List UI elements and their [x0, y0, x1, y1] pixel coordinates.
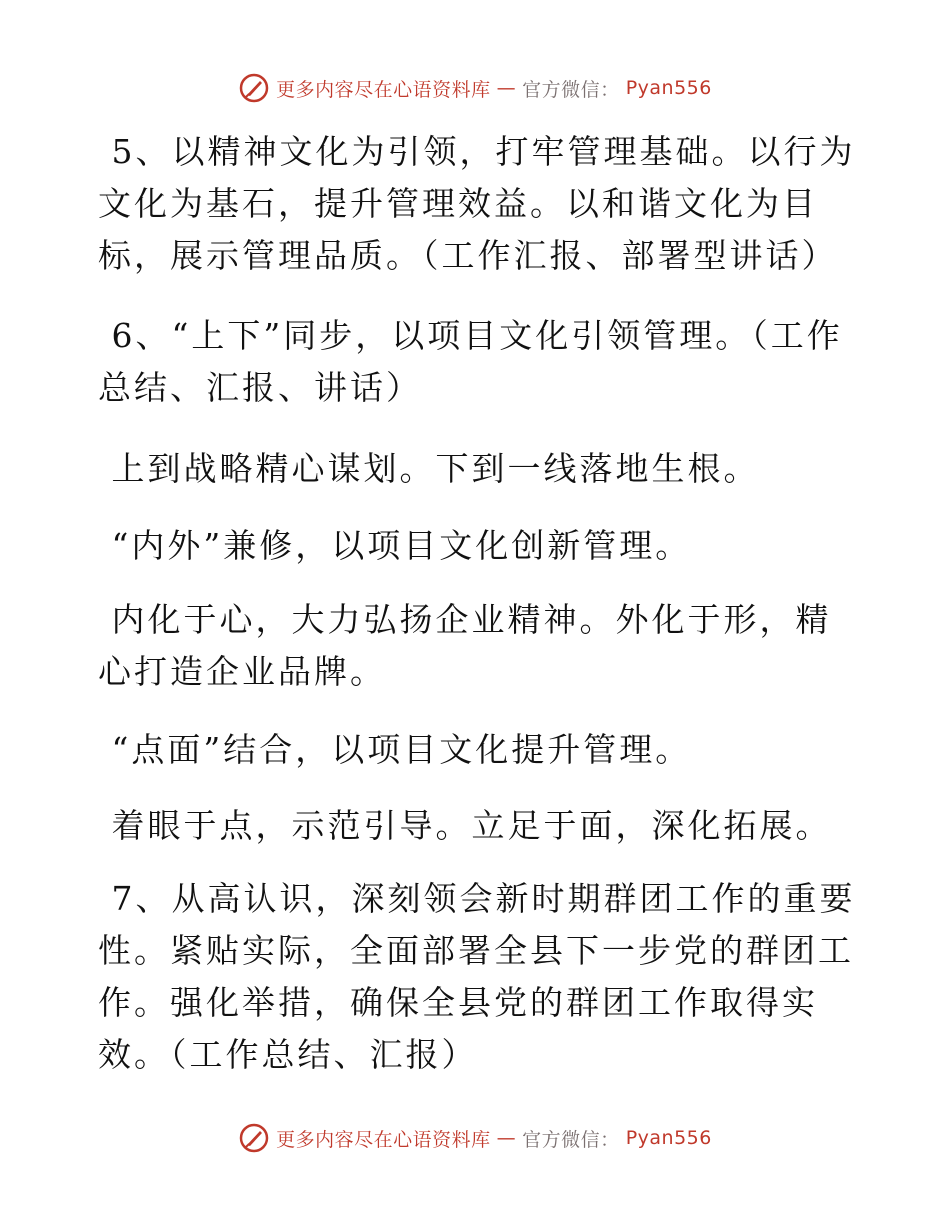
footer-watermark-banner [0, 1122, 950, 1154]
paragraph-5: 5、以精神文化为引领，打牢管理基础。以行为文化为基石，提升管理效益。以和谐文化为目标，展示管理品质。（工作汇报、部署型讲话） [98, 132, 856, 275]
banner-main-text: 更多内容尽在心语资料库 [276, 1128, 491, 1151]
banner-wechat-id: Pyan556 [625, 1127, 712, 1149]
paragraph-6: 6、“上下”同步，以项目文化引领管理。（工作总结、汇报、讲话） [98, 316, 843, 407]
quill-logo-icon [238, 72, 270, 104]
banner-dash: — [496, 1127, 517, 1149]
header-watermark-banner [0, 72, 950, 104]
banner-wechat-id: Pyan556 [625, 77, 712, 99]
paragraph-6-sub-4: “点面”结合，以项目文化提升管理。 [98, 730, 692, 769]
banner-wechat-label: 官方微信： [522, 78, 620, 101]
paragraph-7: 7、从高认识，深刻领会新时期群团工作的重要性。紧贴实际，全面部署全县下一步党的群团工作。强化举措，确保全县党的群团工作取得实效。（工作总结、汇报） [98, 879, 856, 1074]
paragraph-6-sub-5: 着眼于点，示范引导。立足于面，深化拓展。 [98, 806, 832, 845]
quill-logo-icon [238, 1122, 270, 1154]
paragraph-6-sub-1: 上到战略精心谋划。下到一线落地生根。 [98, 449, 760, 488]
banner-dash: — [496, 77, 517, 99]
banner-main-text: 更多内容尽在心语资料库 [276, 78, 491, 101]
banner-wechat-label: 官方微信： [522, 1128, 620, 1151]
paragraph-6-sub-3: 内化于心，大力弘扬企业精神。外化于形，精心打造企业品牌。 [98, 600, 832, 691]
paragraph-6-sub-2: “内外”兼修，以项目文化创新管理。 [98, 526, 692, 565]
